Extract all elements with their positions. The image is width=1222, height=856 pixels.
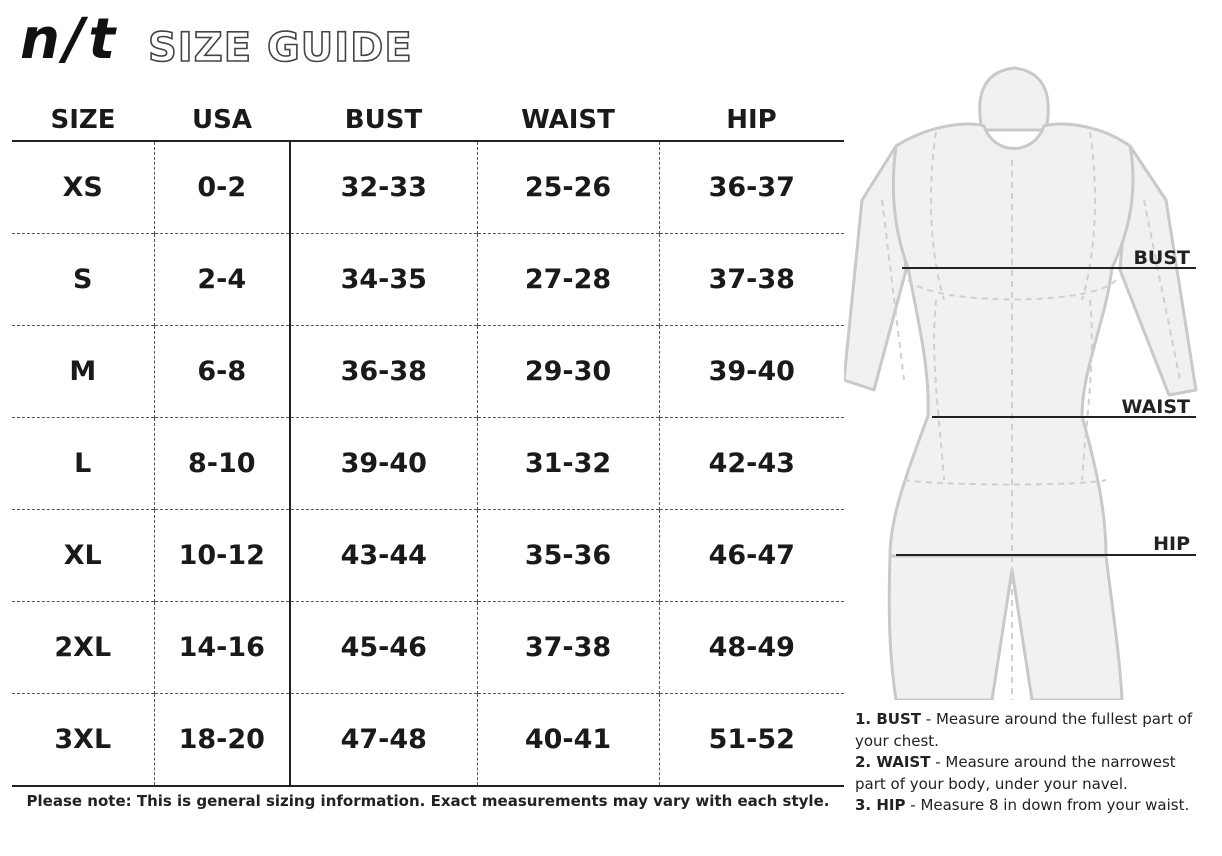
instruction-term: 3. HIP (855, 796, 906, 814)
hip-label: HIP (1153, 533, 1190, 555)
cell-hip: 39-40 (659, 326, 844, 418)
size-table (12, 100, 844, 787)
cell-usa: 2-4 (154, 234, 290, 326)
header-waist: WAIST (477, 100, 659, 141)
bust-label: BUST (1133, 247, 1190, 269)
waist-label: WAIST (1121, 396, 1190, 418)
cell-waist: 35-36 (477, 510, 659, 602)
cell-size: 3XL (12, 694, 154, 787)
cell-hip: 37-38 (659, 234, 844, 326)
cell-usa: 18-20 (154, 694, 290, 787)
cell-waist: 31-32 (477, 418, 659, 510)
table-row (12, 602, 844, 694)
instruction-text: - Measure 8 in down from your waist. (905, 796, 1190, 814)
cell-bust: 36-38 (290, 326, 477, 418)
cell-waist: 29-30 (477, 326, 659, 418)
size-table-container (12, 100, 844, 787)
instruction-text: - Measure around the narrowest part of your body, under your navel. (855, 753, 1176, 793)
body-form-illustration (844, 60, 1200, 700)
table-row (12, 694, 844, 787)
sizing-note: Please note: This is general sizing information. Exact measurements may vary with each style. (26, 792, 830, 810)
cell-waist: 27-28 (477, 234, 659, 326)
header-bust: BUST (290, 100, 477, 141)
cell-bust: 45-46 (290, 602, 477, 694)
cell-usa: 8-10 (154, 418, 290, 510)
cell-size: XL (12, 510, 154, 602)
instruction-item (855, 709, 1205, 752)
cell-hip: 36-37 (659, 141, 844, 234)
measurement-instructions (855, 709, 1205, 817)
instruction-item (855, 795, 1205, 817)
page-title: SIZE GUIDE (148, 25, 413, 71)
brand-logo: n/t (20, 7, 120, 72)
cell-usa: 0-2 (154, 141, 290, 234)
instruction-term: 1. BUST (855, 710, 922, 728)
cell-size: L (12, 418, 154, 510)
table-row (12, 141, 844, 234)
instruction-text: - Measure around the fullest part of your chest. (855, 710, 1193, 750)
header-size: SIZE (12, 100, 154, 141)
cell-waist: 40-41 (477, 694, 659, 787)
cell-usa: 6-8 (154, 326, 290, 418)
cell-usa: 10-12 (154, 510, 290, 602)
instruction-term: 2. WAIST (855, 753, 931, 771)
table-row (12, 418, 844, 510)
cell-size: M (12, 326, 154, 418)
cell-hip: 42-43 (659, 418, 844, 510)
cell-bust: 39-40 (290, 418, 477, 510)
header-usa: USA (154, 100, 290, 141)
cell-usa: 14-16 (154, 602, 290, 694)
legs-shape (889, 556, 1122, 700)
cell-bust: 47-48 (290, 694, 477, 787)
cell-bust: 43-44 (290, 510, 477, 602)
cell-waist: 37-38 (477, 602, 659, 694)
table-row (12, 326, 844, 418)
cell-bust: 32-33 (290, 141, 477, 234)
cell-bust: 34-35 (290, 234, 477, 326)
cell-size: 2XL (12, 602, 154, 694)
cell-size: S (12, 234, 154, 326)
cell-waist: 25-26 (477, 141, 659, 234)
cell-hip: 48-49 (659, 602, 844, 694)
cell-hip: 51-52 (659, 694, 844, 787)
table-header-row (12, 100, 844, 141)
instruction-item (855, 752, 1205, 795)
cell-size: XS (62, 172, 103, 203)
cell-hip: 46-47 (659, 510, 844, 602)
header-hip: HIP (659, 100, 844, 141)
table-row (12, 234, 844, 326)
table-row (12, 510, 844, 602)
neck-shape (980, 68, 1049, 130)
